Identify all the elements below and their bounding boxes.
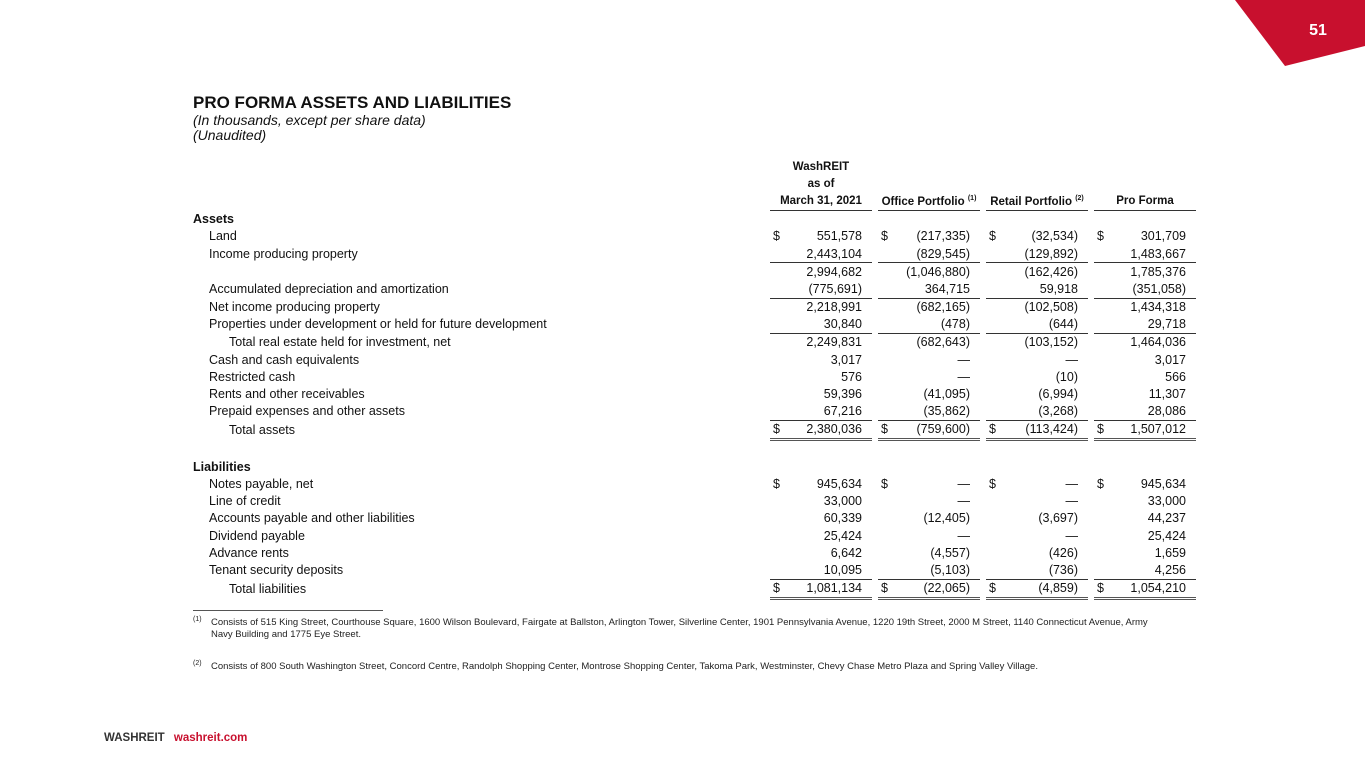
value-cell: $ (22,065) bbox=[878, 579, 980, 600]
value-cell: (12,405) bbox=[923, 511, 970, 526]
value-cell: (736) bbox=[1048, 562, 1078, 577]
value-cell: 30,840 bbox=[823, 317, 862, 332]
row-label: Tenant security deposits bbox=[209, 562, 344, 577]
value-cell: — bbox=[957, 369, 970, 384]
value-cell: (6,994) bbox=[1038, 387, 1078, 402]
value-cell: 566 bbox=[1165, 369, 1186, 384]
value-cell: (775,691) bbox=[808, 281, 862, 296]
value-cell: 33,000 bbox=[1147, 494, 1186, 509]
value-cell: 1,434,318 bbox=[1094, 298, 1196, 316]
value-cell: 1,659 bbox=[1154, 545, 1186, 560]
value-cell: $ 945,634 bbox=[1097, 476, 1186, 491]
value-cell: (5,103) bbox=[930, 562, 970, 577]
value-cell: 29,718 bbox=[1147, 317, 1186, 332]
value-cell: 1,483,667 bbox=[1130, 246, 1186, 261]
row-label: Dividend payable bbox=[209, 528, 305, 543]
value-cell: $ (113,424) bbox=[986, 420, 1088, 441]
table-row bbox=[193, 262, 1196, 280]
value-cell: 67,216 bbox=[823, 404, 862, 419]
row-label: Prepaid expenses and other assets bbox=[209, 404, 405, 419]
col-header-asof: as of bbox=[807, 177, 835, 190]
value-cell: $ 1,054,210 bbox=[1094, 579, 1196, 600]
row-label: Line of credit bbox=[209, 494, 281, 509]
section-heading: Assets bbox=[193, 212, 234, 227]
table-row bbox=[193, 385, 1196, 402]
table-row bbox=[193, 403, 1196, 420]
table-row bbox=[193, 333, 1196, 351]
value-cell: (829,545) bbox=[916, 246, 970, 261]
table-row bbox=[193, 527, 1196, 544]
col-header-date: March 31, 2021 bbox=[770, 192, 872, 210]
value-cell: (682,165) bbox=[878, 298, 980, 316]
value-cell: 44,237 bbox=[1147, 511, 1186, 526]
table-row bbox=[193, 420, 1196, 441]
value-cell: $ (32,534) bbox=[989, 229, 1078, 244]
value-cell: 10,095 bbox=[823, 562, 862, 577]
value-cell: — bbox=[957, 528, 970, 543]
table-row bbox=[193, 510, 1196, 527]
row-label: Total assets bbox=[229, 423, 296, 438]
col-header-office: Office Portfolio $^{(1)}$ bbox=[878, 192, 980, 210]
table-row bbox=[193, 368, 1196, 385]
value-cell: (1,046,880) bbox=[878, 262, 980, 280]
value-cell: (644) bbox=[1048, 317, 1078, 332]
value-cell: 2,218,991 bbox=[770, 298, 872, 316]
subtitle-unaudited: (Unaudited) bbox=[193, 127, 267, 143]
table-row bbox=[193, 561, 1196, 578]
value-cell: (41,095) bbox=[923, 387, 970, 402]
financial-table bbox=[193, 158, 1196, 600]
row-label: Accounts payable and other liabilities bbox=[209, 511, 415, 526]
value-cell: (682,643) bbox=[878, 333, 980, 351]
table-row bbox=[193, 475, 1196, 492]
row-label: Properties under development or held for future development bbox=[209, 317, 547, 332]
value-cell: 1,785,376 bbox=[1094, 262, 1196, 280]
value-cell: 2,443,104 bbox=[806, 246, 862, 261]
value-cell: (351,058) bbox=[1132, 281, 1186, 296]
row-label: Net income producing property bbox=[209, 299, 380, 314]
value-cell: — bbox=[1065, 528, 1078, 543]
value-cell: (129,892) bbox=[1024, 246, 1078, 261]
footer bbox=[104, 732, 247, 744]
value-cell: — bbox=[1065, 352, 1078, 367]
table-row bbox=[193, 579, 1196, 600]
value-cell: (426) bbox=[1048, 545, 1078, 560]
footer-brand: WASHREIT bbox=[104, 732, 165, 744]
table-row bbox=[193, 280, 1196, 297]
row-label: Rents and other receivables bbox=[209, 387, 365, 402]
table-row bbox=[193, 316, 1196, 333]
value-cell: 59,918 bbox=[1039, 281, 1078, 296]
value-cell: $ 1,081,134 bbox=[770, 579, 872, 600]
value-cell: 2,249,831 bbox=[770, 333, 872, 351]
table-row bbox=[193, 245, 1196, 262]
footnote-divider bbox=[193, 610, 383, 611]
footnote-2: (2) Consists of 800 South Washington Street, Concord Centre, Randolph Shopping Center, Montrose Shopping Center, Takoma Park, Westminster, Chevy Chase Metro Plaza and Spring Valley Village. bbox=[193, 660, 1038, 672]
row-label: Total real estate held for investment, net bbox=[229, 334, 451, 349]
section-heading: Liabilities bbox=[193, 459, 251, 474]
value-cell: (162,426) bbox=[986, 262, 1088, 280]
value-cell: 60,339 bbox=[823, 511, 862, 526]
value-cell: 364,715 bbox=[924, 281, 970, 296]
value-cell: — bbox=[957, 494, 970, 509]
table-row bbox=[193, 493, 1196, 510]
value-cell: $ (217,335) bbox=[881, 229, 970, 244]
footer-url-link[interactable]: washreit.com bbox=[173, 732, 248, 744]
value-cell: 3,017 bbox=[1154, 352, 1186, 367]
page-title: PRO FORMA ASSETS AND LIABILITIES bbox=[193, 93, 512, 112]
value-cell: — bbox=[1065, 494, 1078, 509]
value-cell: (3,697) bbox=[1038, 511, 1078, 526]
value-cell: (10) bbox=[1055, 369, 1078, 384]
value-cell: 25,424 bbox=[1147, 528, 1186, 543]
page-number: 51 bbox=[1309, 22, 1327, 39]
value-cell: 6,642 bbox=[830, 545, 862, 560]
row-label: Total liabilities bbox=[229, 582, 307, 597]
value-cell: $ — bbox=[989, 476, 1078, 491]
row-label: Advance rents bbox=[209, 545, 289, 560]
row-label: Accumulated depreciation and amortization bbox=[209, 281, 449, 296]
table-row bbox=[193, 298, 1196, 316]
value-cell: 33,000 bbox=[823, 494, 862, 509]
value-cell: 28,086 bbox=[1147, 404, 1186, 419]
value-cell: (35,862) bbox=[923, 404, 970, 419]
value-cell: (102,508) bbox=[986, 298, 1088, 316]
value-cell: $ 1,507,012 bbox=[1094, 420, 1196, 441]
value-cell: $ (4,859) bbox=[986, 579, 1088, 600]
value-cell: 3,017 bbox=[830, 352, 862, 367]
value-cell: 11,307 bbox=[1148, 387, 1186, 402]
subtitle-units: (In thousands, except per share data) bbox=[193, 112, 426, 128]
row-label: Land bbox=[209, 229, 237, 244]
value-cell: — bbox=[957, 352, 970, 367]
value-cell: $ (759,600) bbox=[878, 420, 980, 441]
col-header-retail: Retail Portfolio $^{(2)}$ bbox=[986, 192, 1088, 210]
table-row bbox=[193, 544, 1196, 561]
col-header-proforma: Pro Forma bbox=[1094, 192, 1196, 210]
value-cell: 25,424 bbox=[823, 528, 862, 543]
table-row bbox=[193, 228, 1196, 245]
row-label bbox=[193, 262, 770, 280]
value-cell: 59,396 bbox=[823, 387, 862, 402]
value-cell: $ 2,380,036 bbox=[770, 420, 872, 441]
value-cell: (4,557) bbox=[930, 545, 970, 560]
value-cell: $ 301,709 bbox=[1097, 229, 1186, 244]
value-cell: 4,256 bbox=[1154, 562, 1186, 577]
row-label: Income producing property bbox=[209, 246, 358, 261]
col-header-washreit: WashREIT bbox=[792, 160, 850, 173]
footnote-1: (1) Consists of 515 King Street, Courthouse Square, 1600 Wilson Boulevard, Fairgate at Ballston, Arlington Tower, Silverline Center, 1901 Pennsylvania Avenue, 1220 19th Street, 2000 M Street, 1140 Connecticut Avenue, Army Navy Building and 1775 Eye Street. bbox=[193, 616, 1148, 640]
row-label: Restricted cash bbox=[209, 369, 296, 384]
value-cell: $ 945,634 bbox=[773, 476, 862, 491]
value-cell: $ — bbox=[881, 476, 970, 491]
value-cell: 1,464,036 bbox=[1094, 333, 1196, 351]
value-cell: 2,994,682 bbox=[770, 262, 872, 280]
value-cell: 576 bbox=[841, 369, 862, 384]
row-label: Cash and cash equivalents bbox=[209, 352, 360, 367]
value-cell: (103,152) bbox=[986, 333, 1088, 351]
row-label: Notes payable, net bbox=[209, 476, 314, 491]
corner-banner bbox=[1235, 0, 1365, 66]
value-cell: $ 551,578 bbox=[773, 229, 862, 244]
value-cell: (3,268) bbox=[1038, 404, 1078, 419]
table-row bbox=[193, 351, 1196, 368]
value-cell: (478) bbox=[940, 317, 970, 332]
